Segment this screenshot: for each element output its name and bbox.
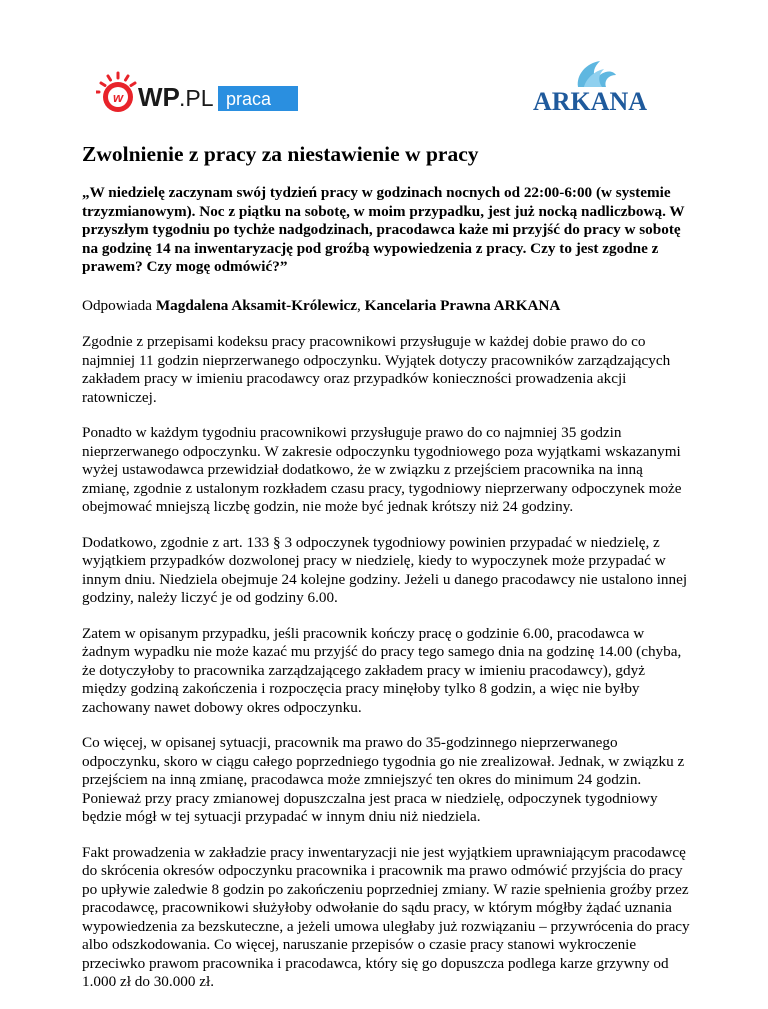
arkana-logo-text: ARKANA bbox=[532, 87, 648, 116]
svg-text:w: w bbox=[112, 90, 124, 105]
arkana-logo bbox=[520, 57, 660, 117]
wp-section-label: praca bbox=[226, 89, 272, 109]
answer-attribution bbox=[82, 297, 690, 316]
wp-logo-text: WP bbox=[138, 82, 180, 112]
paragraph: Co więcej, w opisanej sytuacji, pracownik ma prawo do 35-godzinnego nieprzerwanego odpoczynku, skoro w ciągu całego poprzedniego tygodnia go nie zrealizował. Jednak, w związku z przejściem na inną zmianę, pracodawca może zmniejszyć ten okres do minimum 24 godzin. Ponieważ przy pracy zmianowej dopuszczalna jest praca w niedzielę, odpoczynek tygodniowy będzie mógł w tej sytuacji przypadać w innym dniu niż niedziela. bbox=[82, 734, 685, 825]
wp-sun-icon bbox=[96, 73, 135, 112]
paragraph: Zatem w opisanym przypadku, jeśli pracownik kończy pracę o godzinie 6.00, pracodawca w żadnym wypadku nie może kazać mu przyjść do pracy tego samego dnia na godzinę 14.00 (chyba, że dotyczyłoby to pracownika zarządzającego zakładem pracy w imieniu pracodawcy), gdyż między godziną zakończenia i rozpoczęcia pracy minęłoby tylko 8 godzin, a więc nie byłby zachowany nawet dobowy okres odpoczynku. bbox=[82, 624, 682, 716]
wp-praca-logo bbox=[96, 70, 306, 116]
paragraph: Zgodnie z przepisami kodeksu pracy pracownikowi przysługuje w każdej dobie prawo do co najmniej 11 godzin nieprzerwanego odpoczynku. Wyjątek dotyczy pracowników zarządzających zakładem pracy w imieniu pracodawcy oraz przypadków konieczności prowadzenia akcji ratowniczej. bbox=[82, 333, 671, 406]
answer-prefix: Odpowiada bbox=[82, 296, 156, 314]
arkana-wave-icon bbox=[578, 61, 616, 87]
answer-firm: Kancelaria Prawna ARKANA bbox=[364, 296, 561, 314]
paragraph: Fakt prowadzenia w zakładzie pracy inwentaryzacji nie jest wyjątkiem uprawniającym pracodawcę do skrócenia okresów odpoczynku pracownika i pracownik ma prawo odmówić przyjścia do pracy po upływie zaledwie 8 godzin po zakończeniu poprzedniej zmiany. W razie spełnienia groźby przez pracodawcę, pracownikowi służyłoby odwołanie do sądu pracy, w którym mógłby żądać uznania wypowiedzenia za bezskuteczne, a jeżeli umowa uległaby już rozwiązaniu – przywrócenia do pracy albo odszkodowania. Co więcej, naruszanie przepisów o czasie pracy stanowi wykroczenie przeciwko prawom pracownika i pracodawca, który się go dopuszcza podlega karze grzywny od 1.000 zł do 30.000 zł. bbox=[82, 843, 690, 990]
reader-question: „W niedzielę zaczynam swój tydzień pracy w godzinach nocnych od 22:00-6:00 (w systemie trzyzmianowym). Noc z piątku na sobotę, w moim przypadku, jest już nocką nadliczbową. W przyszłym tygodniu po tychże nadgodzinach, pracodawca każe mi przyjść do pracy w sobotę na godzinę 14 na inwentaryzację pod groźbą wypowiedzenia z pracy. Czy to jest zgodne z prawem? Czy mogę odmówić?” bbox=[82, 184, 685, 275]
article bbox=[82, 140, 690, 1009]
wp-logo-suffix: .PL bbox=[179, 85, 214, 111]
article-title: Zwolnienie z pracy za niestawienie w pracy bbox=[82, 142, 479, 166]
answer-author: Magdalena Aksamit-Królewicz bbox=[155, 296, 358, 314]
paragraph: Ponadto w każdym tygodniu pracownikowi przysługuje prawo do co najmniej 35 godzin nieprzerwanego odpoczynku. W zakresie odpoczynku tygodniowego poza wyjątkami wskazanymi wyżej ustawodawca przewidział dodatkowo, że w związku z przejściem pracownika na inną zmianę, zgodnie z ustalonym rozkładem czasu pracy, tygodniowy nieprzerwany odpoczynek może obejmować mniejszą liczbę godzin, nie może być jednak krótszy niż 24 godziny. bbox=[82, 424, 682, 515]
paragraph: Dodatkowo, zgodnie z art. 133 § 3 odpoczynek tygodniowy powinien przypadać w niedzielę, z wyjątkiem przypadków dozwolonej pracy w niedzielę, kiedy to wypoczynek może przypadać w innym dniu. Niedziela obejmuje 24 kolejne godziny. Jeżeli u danego pracodawcy nie ustalono innej godziny, należy liczyć je od godziny 6.00. bbox=[82, 533, 688, 606]
answer-separator: , bbox=[357, 296, 365, 314]
